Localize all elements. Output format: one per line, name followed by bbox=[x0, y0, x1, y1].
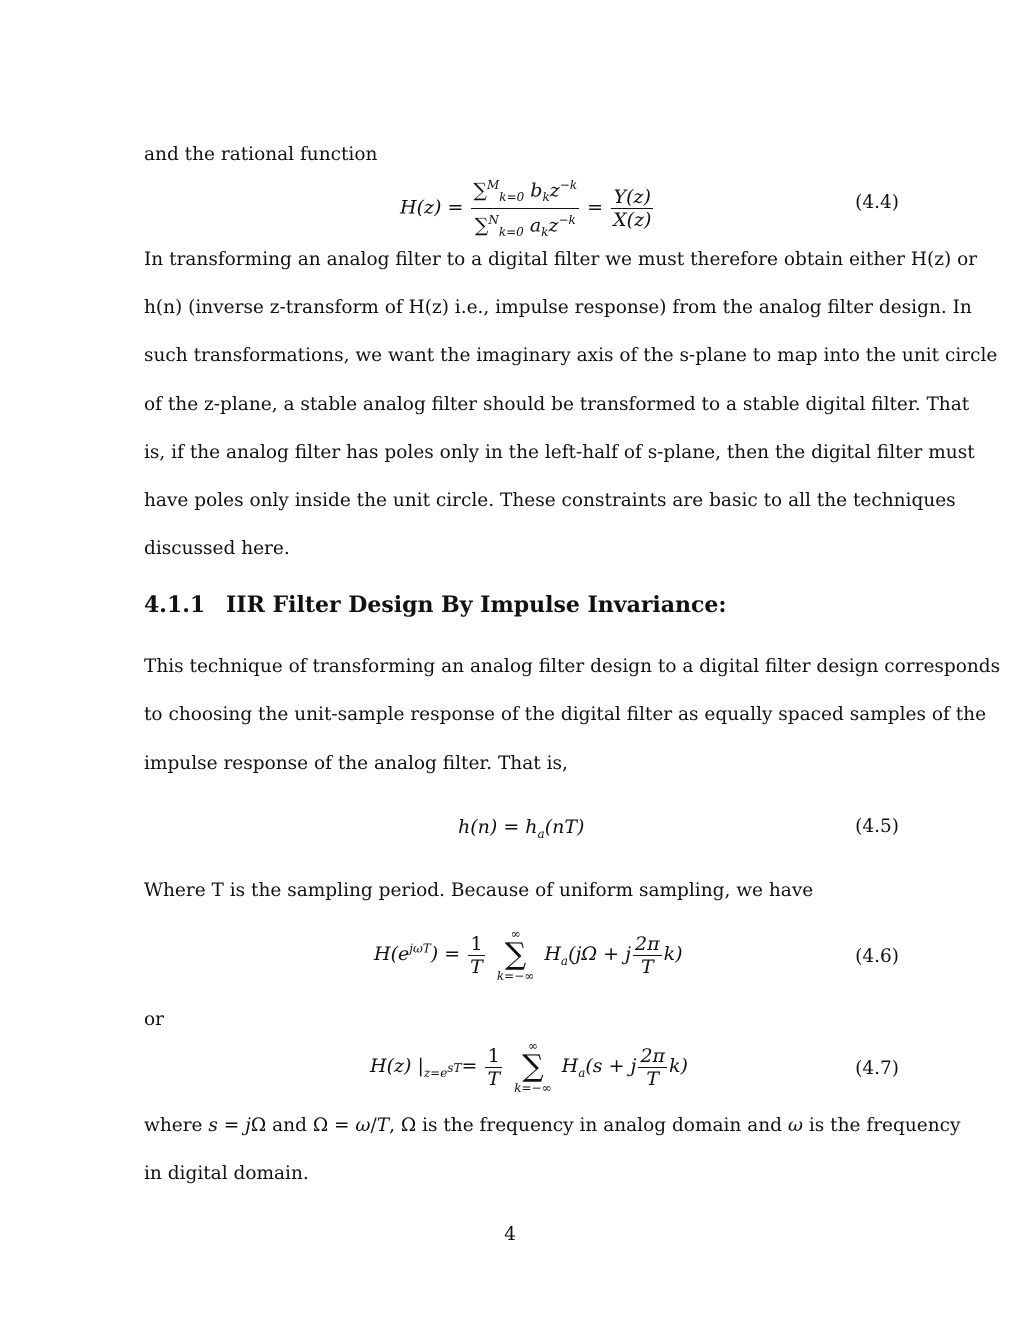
equation-4-5-body: $h(n) = h_a(nT)$ bbox=[458, 816, 585, 841]
equation-4-7 bbox=[144, 1040, 899, 1100]
section-number: 4.1.1 bbox=[144, 592, 206, 618]
section-heading bbox=[144, 592, 727, 618]
equation-4-4 bbox=[144, 172, 899, 240]
closing-line: where s = jΩ and Ω = ω/T, Ω is the frequency in analog domain and ω is the frequency bbox=[144, 1115, 961, 1136]
paragraph-line: is, if the analog filter has poles only in the left-half of s-plane, then the digital filter must bbox=[144, 442, 975, 463]
equation-4-6-body: $H(e^{j\omega T})$ = $\frac{1}{T}$ ∞ ∑ k=−∞ $H_a(j\Omega + j$ $\frac{2\pi}{T}$ k) bbox=[374, 927, 683, 983]
paragraph-line: In transforming an analog filter to a digital filter we must therefore obtain either H(z) or bbox=[144, 249, 978, 270]
paragraph-line: to choosing the unit-sample response of the digital filter as equally spaced samples of the bbox=[144, 704, 987, 725]
paragraph-line: impulse response of the analog filter. That is, bbox=[144, 753, 568, 774]
equation-4-4-number: (4.4) bbox=[855, 192, 899, 213]
equation-4-6-number: (4.6) bbox=[855, 946, 899, 967]
equation-4-4-body: H(z) = $\frac{\sum^M_{k=0} b_kz^{-k}}{\sum^N_{k=0} a_kz^{-k}}$ = $\frac{Y(z)}{X(z)}$ bbox=[400, 174, 655, 243]
paragraph-line: such transformations, we want the imaginary axis of the s-plane to map into the unit circle bbox=[144, 345, 998, 366]
equation-4-6 bbox=[144, 928, 899, 988]
paragraph-line: discussed here. bbox=[144, 538, 290, 559]
equation-4-5 bbox=[144, 816, 899, 842]
paragraph-line: of the z-plane, a stable analog filter should be transformed to a stable digital filter. That bbox=[144, 394, 970, 415]
or-line: or bbox=[144, 1009, 164, 1030]
paragraph-line: have poles only inside the unit circle. These constraints are basic to all the techniques bbox=[144, 490, 956, 511]
equation-4-5-number: (4.5) bbox=[855, 816, 899, 837]
equation-4-7-number: (4.7) bbox=[855, 1058, 899, 1079]
paragraph-line: This technique of transforming an analog filter design to a digital filter design corresponds bbox=[144, 656, 1001, 677]
sampling-line: Where T is the sampling period. Because of uniform sampling, we have bbox=[144, 880, 814, 901]
section-title: IIR Filter Design By Impulse Invariance: bbox=[226, 592, 727, 618]
page-number: 4 bbox=[504, 1224, 516, 1245]
closing-line-2: in digital domain. bbox=[144, 1163, 309, 1184]
equation-4-7-body: H(z) $|_{z=e^{sT}}=$ $\frac{1}{T}$ ∞ ∑ k=−∞ $H_a(s + j$ $\frac{2\pi}{T}$ k) bbox=[370, 1039, 688, 1095]
intro-line: and the rational function bbox=[144, 144, 378, 165]
paragraph-line: h(n) (inverse z-transform of H(z) i.e., impulse response) from the analog filter design. In bbox=[144, 297, 972, 318]
